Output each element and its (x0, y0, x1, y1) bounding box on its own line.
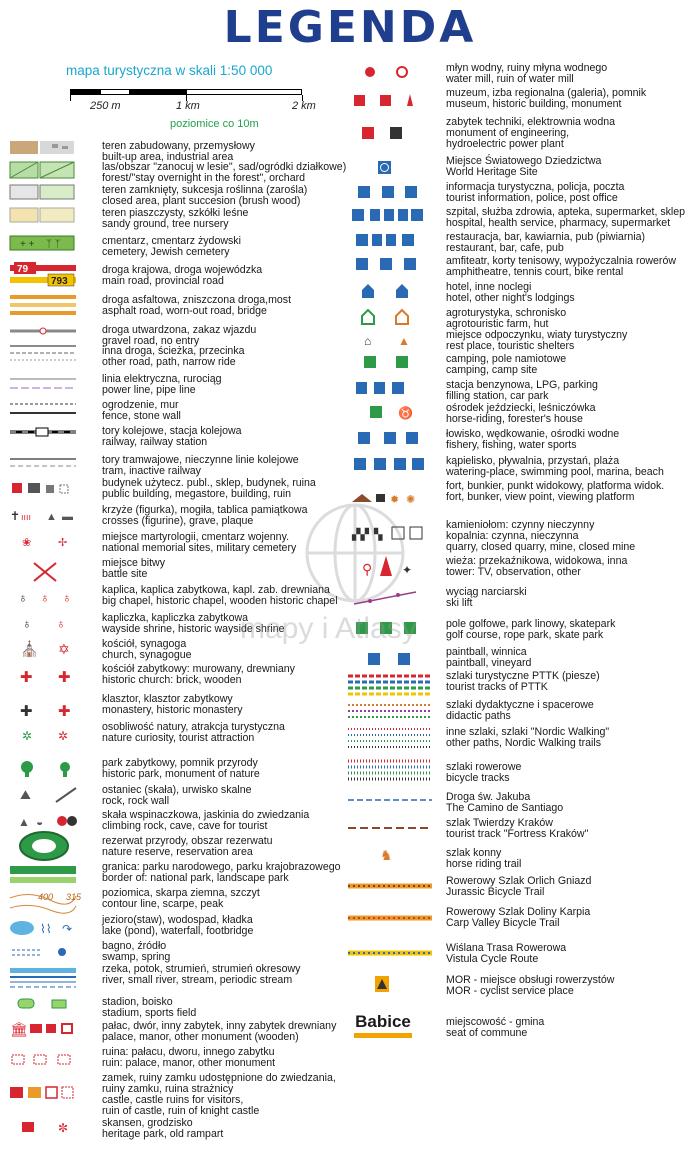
legend-text-en: hotel, other night's lodgings (446, 292, 575, 304)
legend-text-en2: quarry, closed quarry, mine, closed mine (446, 541, 636, 553)
legend-text-pl: agroturystyka, schronisko (446, 307, 567, 319)
legend-text-en: restaurant, bar, cafe, pub (446, 242, 564, 254)
legend-text-en: nature curiosity, tourist attraction (102, 732, 255, 744)
legend-text-pl: wyciąg narciarski (446, 586, 527, 598)
paintball-vineyard-symbols (368, 653, 410, 665)
legend-text-pl: teren zamknięty, sukcesja roślinna (zarośla) (102, 184, 308, 196)
legend-text-en: Jurassic Bicycle Trail (446, 886, 545, 898)
legend-text-en: historic church: brick, wooden (102, 674, 242, 686)
svg-text:✚: ✚ (58, 703, 71, 720)
legend-text-en: bicycle tracks (446, 772, 510, 784)
legend-text-pl: ogrodzenie, mur (102, 399, 179, 411)
svg-text:✲: ✲ (58, 729, 69, 743)
svg-text:✚: ✚ (20, 703, 33, 720)
scale-caption: mapa turystyczna w skali 1:50 000 (66, 63, 273, 78)
legend-text-en: border of: national park, landscape park (102, 872, 289, 884)
svg-text:⌇⌇: ⌇⌇ (40, 922, 52, 936)
legend-text-pl: kamieniołom: czynny nieczynny (446, 519, 595, 531)
legend-text-en: amphitheatre, tennis court, bike rental (446, 266, 624, 278)
world-heritage-symbol (378, 161, 391, 174)
legend-text-en: ruiny zamku, ruina strażnicy (102, 1083, 234, 1095)
legend-text-pl: droga krajowa, droga wojewódzka (102, 264, 263, 276)
museum-symbols (354, 94, 413, 106)
svg-text:✢: ✢ (58, 537, 68, 549)
legend-text-en: lake (pond), waterfall, footbridge (102, 925, 254, 937)
legend-text-en2: castle, castle ruins for visitors, (102, 1094, 244, 1106)
legend-text-en: museum, historic building, monument (446, 98, 622, 110)
restaurant-symbols (356, 234, 414, 246)
rest-place-symbols (364, 334, 410, 348)
legend-text-pl: kaplica, kaplica zabytkowa, kapl. zab. drewniana (102, 584, 330, 596)
legend-text-pl: zabytek techniki, elektrownia wodna (446, 116, 616, 128)
svg-text:⛰: ⛰ (20, 787, 31, 802)
legend-text-en: agrotouristic farm, hut (446, 318, 549, 330)
legend-text-en: other road, path, narrow ride (102, 356, 236, 368)
legend-text-pl: miejsce martyrologii, cmentarz wojenny. (102, 531, 290, 543)
legend-text-en: other paths, Nordic Walking trails (446, 737, 602, 749)
legend-text-en: nature reserve, reservation area (102, 846, 253, 858)
info-police-post-symbols (358, 186, 417, 198)
filling-station-symbols (356, 382, 404, 394)
svg-text:✦: ✦ (402, 563, 413, 577)
hospital-health-symbols (352, 209, 423, 221)
legend-text-en: gravel road, no entry (102, 335, 200, 347)
legend-text-en: contour line, scarpe, peak (102, 898, 224, 910)
legend-text-en: fort, bunker, view point, viewing platform (446, 491, 635, 503)
agrotourism-symbols (362, 310, 408, 324)
legend-text-pl: rzeka, potok, strumień, strumień okresowy (102, 963, 301, 975)
legend-text-pl: Miejsce Światowego Dziedzictwa (446, 155, 602, 167)
legend-text-en: tourist track "Fortress Kraków" (446, 828, 589, 840)
legend-text-pl: MOR - miejsce obsługi rowerzystów (446, 974, 615, 986)
legend-text-en: horse-riding, forester's house (446, 413, 583, 425)
engineering-symbols (362, 127, 402, 139)
svg-text:⌂: ⌂ (364, 334, 372, 348)
legend-text-en: paintball, vineyard (446, 657, 532, 669)
legend-text-pl: klasztor, klasztor zabytkowy (102, 693, 233, 705)
legend-text-en: big chapel, historic chapel, wooden historic chapel (102, 595, 338, 607)
svg-text:✚: ✚ (58, 669, 71, 686)
legend-text-pl: rezerwat przyrody, obszar rezerwatu (102, 835, 273, 847)
legend-text-pl: budynek użytecz. publ., sklep, budynek, ruina (102, 477, 316, 489)
legend-text-pl: szlaki dydaktyczne i spacerowe (446, 699, 594, 711)
legend-text-pl: krzyże (figurka), mogiła, tablica pamiątkowa (102, 504, 308, 516)
legend-text-en: filling station, car park (446, 390, 549, 402)
svg-text:◒: ◒ (36, 815, 44, 829)
contour-number-315: 315 (66, 892, 82, 902)
legend-text-en: historic park, monument of nature (102, 768, 260, 780)
legend-text-pl: kościół, synagoga (102, 638, 187, 650)
legend-text-pl: łowisko, wędkowanie, ośrodki wodne (446, 428, 620, 440)
legend-text-pl: fort, bunkier, punkt widokowy, platforma widok. (446, 480, 665, 492)
legend-text-en: climbing rock, cave, cave for tourist (102, 820, 268, 832)
svg-text:♁: ♁ (40, 590, 50, 605)
legend-text-en: MOR - cyclist service place (446, 985, 574, 997)
legend-text-pl: restauracja, bar, kawiarnia, pub (piwiarnia) (446, 231, 646, 243)
horse-riding-symbols (370, 406, 413, 420)
svg-text:▲: ▲ (46, 511, 57, 523)
legend-text-en: crosses (figurine), grave, plaque (102, 515, 254, 527)
legend-text-en: closed area, plant succesion (brush wood) (102, 195, 301, 207)
legend-text-en: wayside shrine, historic wayside shrine (102, 623, 285, 635)
svg-text:✼: ✼ (58, 1121, 69, 1135)
legend-text-pl: pałac, dwór, inny zabytek, inny zabytek drewniany (102, 1020, 337, 1032)
legend-text-pl: kąpielisko, pływalnia, przystań, plaża (446, 455, 620, 467)
legend-text-en: forest/"stay overnight in the forest", orchard (102, 172, 306, 184)
svg-text:♁: ♁ (18, 590, 28, 605)
legend-text-en: rest place, touristic shelters (446, 340, 575, 352)
scale-label-1km: 1 km (176, 100, 200, 112)
legend-text-pl: jezioro(staw), wodospad, kładka (102, 914, 253, 926)
legend-text-en: The Camino de Santiago (446, 802, 564, 814)
svg-text:✹: ✹ (390, 494, 400, 506)
camping-symbols (364, 356, 408, 368)
legend-text-pl: hotel, inne noclegi (446, 281, 532, 293)
legend-text-en: camping, camp site (446, 364, 538, 376)
legend-text-pl: informacja turystyczna, policja, poczta (446, 181, 625, 193)
svg-text:✚: ✚ (20, 669, 33, 686)
legend-text-en: Vistula Cycle Route (446, 953, 539, 965)
legend-text-pl: droga utwardzona, zakaz wjazdu (102, 324, 257, 336)
legend-text-pl: camping, pole namiotowe (446, 353, 567, 365)
legend-title: LEGENDA (223, 2, 477, 53)
legend-text-en: watering-place, swimming pool, marina, beach (446, 466, 664, 478)
svg-text:⛪: ⛪ (20, 641, 39, 658)
svg-text:♁: ♁ (62, 590, 72, 605)
scale-label-250m: 250 m (90, 100, 121, 112)
legend-text-pl: miejscowość - gmina (446, 1016, 545, 1028)
legend-text-en2: hydroelectric power plant (446, 138, 564, 150)
legend-text-en: national memorial sites, military cemetery (102, 542, 297, 554)
legend-text-en: public building, megastore, building, ruin (102, 488, 292, 500)
legend-text-pl: paintball, winnica (446, 646, 527, 658)
legend-text-en: cemetery, Jewish cemetery (102, 246, 230, 258)
legend-text-en: fishery, fishing, water sports (446, 439, 577, 451)
horse-trail-symbol: ♞ (380, 847, 393, 863)
commune-seat-underline (354, 1033, 412, 1038)
legend-text-en: asphalt road, worn-out road, bridge (102, 305, 267, 317)
legend-text-pl: szlaki turystyczne PTTK (piesze) (446, 670, 600, 682)
legend-text-en: water mill, ruin of water mill (446, 73, 574, 85)
svg-text:▲: ▲ (18, 815, 30, 829)
legend-text-en: river, small river, stream, periodic stream (102, 974, 293, 986)
water-mill-symbols (365, 67, 407, 77)
svg-text:▚: ▚ (374, 529, 383, 541)
legend-text-pl: amfiteatr, korty tenisowy, wypożyczalnia rowerów (446, 255, 677, 267)
svg-text:❀: ❀ (22, 537, 32, 549)
fishing-symbols (358, 432, 418, 444)
legend-text-pl: szlaki rowerowe (446, 761, 522, 773)
svg-text:✲: ✲ (22, 729, 33, 743)
svg-text:🏛: 🏛 (10, 1021, 28, 1037)
scale-label-2km: 2 km (292, 100, 316, 112)
legend-text-pl: tory kolejowe, stacja kolejowa (102, 425, 242, 437)
legend-text-pl: kościół zabytkowy: murowany, drewniany (102, 663, 295, 675)
legend-text-en: seat of commune (446, 1027, 528, 1039)
legend-text-en: built-up area, industrial area (102, 151, 234, 163)
road-number-79: 79 (17, 264, 29, 275)
legend-text-en: stadium, sports field (102, 1007, 197, 1019)
legend-text-en: golf course, rope park, skate park (446, 629, 604, 641)
svg-text:↷: ↷ (62, 922, 73, 936)
legend-text-en: swamp, spring (102, 951, 171, 963)
svg-text:▬: ▬ (62, 511, 73, 523)
legend-text-pl: stacja benzynowa, LPG, parking (446, 379, 598, 391)
svg-text:♁: ♁ (56, 616, 66, 631)
legend-text-en: tourist tracks of PTTK (446, 681, 548, 693)
legend-text-pl: droga asfaltowa, zniszczona droga,most (102, 294, 292, 306)
legend-text-en3: ruin of castle, ruin of knight castle (102, 1105, 260, 1117)
legend-text-pl: skansen, grodzisko (102, 1117, 193, 1129)
svg-text:✺: ✺ (406, 494, 416, 506)
legend-text-en: power line, pipe line (102, 384, 196, 396)
legend-text-en: monastery, historic monastery (102, 704, 243, 716)
svg-text:+ +: + + (20, 239, 35, 250)
legend-text-pl: granica: parku narodowego, parku krajobrazowego (102, 861, 341, 873)
legend-text-pl: Rowerowy Szlak Doliny Karpia (446, 906, 591, 918)
legend-text-en: tourist information, police, post office (446, 192, 618, 204)
legend-text-en: main road, provincial road (102, 275, 224, 287)
svg-text:✡: ✡ (58, 641, 70, 657)
legend-text-pl: zamek, ruiny zamku udostępnione do zwiedzania, (102, 1072, 336, 1084)
nordic-walking-symbol (348, 729, 432, 747)
svg-text:ıııı: ıııı (21, 512, 32, 522)
legend-text-en: Carp Valley Bicycle Trail (446, 917, 560, 929)
legend-text-pl: miejsce odpoczynku, wiaty turystyczny (446, 329, 628, 341)
legend-text-en: rock, rock wall (102, 795, 170, 807)
legend-text-pl: muzeum, izba regionalna (galeria), pomnik (446, 87, 647, 99)
legend-text-en: battle site (102, 568, 148, 580)
legend-text-pl: wieża: przekaźnikowa, widokowa, inna (446, 555, 628, 567)
legend-text-en: ruin: palace, manor, other monument (102, 1057, 276, 1069)
legend-text-pl: szlak konny (446, 847, 502, 859)
svg-text:✝: ✝ (10, 509, 21, 523)
legend-text-pl: Droga św. Jakuba (446, 791, 531, 803)
legend-text-en: didactic paths (446, 710, 511, 722)
svg-text:⚲: ⚲ (362, 561, 373, 577)
legend-text-pl: kapliczka, kapliczka zabytkowa (102, 612, 249, 624)
legend-text-en: tram, inactive railway (102, 465, 201, 477)
legend-text-en: fence, stone wall (102, 410, 181, 422)
svg-text:♉: ♉ (398, 406, 413, 420)
legend-text-pl: teren piaszczysty, szkółki leśne (102, 207, 249, 219)
watering-place-symbols (354, 458, 424, 470)
legend-text-en: palace, manor, other monument (wooden) (102, 1031, 299, 1043)
legend-text-pl: młyn wodny, ruiny młyna wodnego (446, 62, 608, 74)
legend-text-en: kopalnia: czynna, nieczynna (446, 530, 579, 542)
legend-text-pl: stadion, boisko (102, 996, 173, 1008)
svg-text:ᛉ ᛉ: ᛉ ᛉ (46, 239, 61, 250)
legend-text-pl: ruina: pałacu, dworu, innego zabytku (102, 1046, 275, 1058)
legend-text-pl: ostaniec (skała), urwisko skalne (102, 784, 252, 796)
pttk-trails-symbol (348, 676, 432, 694)
svg-text:▞▞: ▞▞ (352, 529, 369, 541)
bicycle-tracks-symbol (348, 761, 432, 779)
legend-text-en: World Heritage Site (446, 166, 538, 178)
legend-text-pl: cmentarz, cmentarz żydowski (102, 235, 241, 247)
legend-text-pl: ośrodek jeździecki, leśniczówka (446, 402, 596, 414)
legend-text-pl: tory tramwajowe, nieczynne linie kolejowe (102, 454, 299, 466)
legend-text-pl: szpital, służba zdrowia, apteka, supermarket, sklep (446, 206, 686, 218)
legend-text-en: tower: TV, observation, other (446, 566, 581, 578)
legend-text-en: heritage park, old rampart (102, 1128, 224, 1140)
legend-text-en: horse riding trail (446, 858, 522, 870)
road-number-793: 793 (51, 276, 68, 287)
amphitheatre-symbols (356, 258, 416, 270)
legend-text-en: hospital, health service, pharmacy, supermarket (446, 217, 671, 229)
legend-text-pl: Rowerowy Szlak Orlich Gniazd (446, 875, 592, 887)
legend-text-pl: miejsce bitwy (102, 557, 165, 569)
legend-text-pl: osobliwość natury, atrakcja turystyczna (102, 721, 285, 733)
watermark-globe-icon (300, 498, 413, 608)
legend-text-en: railway, railway station (102, 436, 208, 448)
legend-text-pl: inna droga, ścieżka, przecinka (102, 345, 245, 357)
legend-text-pl: inne szlaki, szlaki "Nordic Walking" (446, 726, 610, 738)
contour-number-400: 400 (38, 892, 54, 902)
legend-text-pl: szlak Twierdzy Kraków (446, 817, 553, 829)
mor-symbol (375, 976, 389, 992)
legend-text-pl: linia elektryczna, rurociąg (102, 373, 222, 385)
legend-text-pl: poziomica, skarpa ziemna, szczyt (102, 887, 260, 899)
legend-text-pl: bagno, źródło (102, 940, 167, 952)
legend-text-pl: skała wspinaczkowa, jaskinia do zwiedzania (102, 809, 310, 821)
legend-text-pl: pole golfowe, park linowy, skatepark (446, 618, 616, 630)
legend-text-en: ski lift (446, 597, 473, 609)
legend-text-pl: Wiślana Trasa Rowerowa (446, 942, 567, 954)
legend-text-pl: teren zabudowany, przemysłowy (102, 140, 255, 152)
hotel-symbols (362, 284, 408, 298)
legend-text-en: sandy ground, tree nursery (102, 218, 229, 230)
svg-text:▲: ▲ (398, 334, 410, 348)
legend-text-pl: las/obszar "zanocuj w lesie", sad/ogródki działkowe) (102, 161, 347, 173)
watermark-text: mapy i Atlasy (240, 612, 417, 645)
legend-text-pl: park zabytkowy, pomnik przyrody (102, 757, 258, 769)
didactic-paths-symbol (348, 705, 432, 717)
legend-text-en: church, synagogue (102, 649, 192, 661)
sample-place-name: Babice (355, 1012, 411, 1031)
contour-interval-note: poziomice co 10m (170, 118, 259, 130)
svg-text:♁: ♁ (22, 616, 32, 631)
legend-text-en: monument of engineering, (446, 127, 570, 139)
